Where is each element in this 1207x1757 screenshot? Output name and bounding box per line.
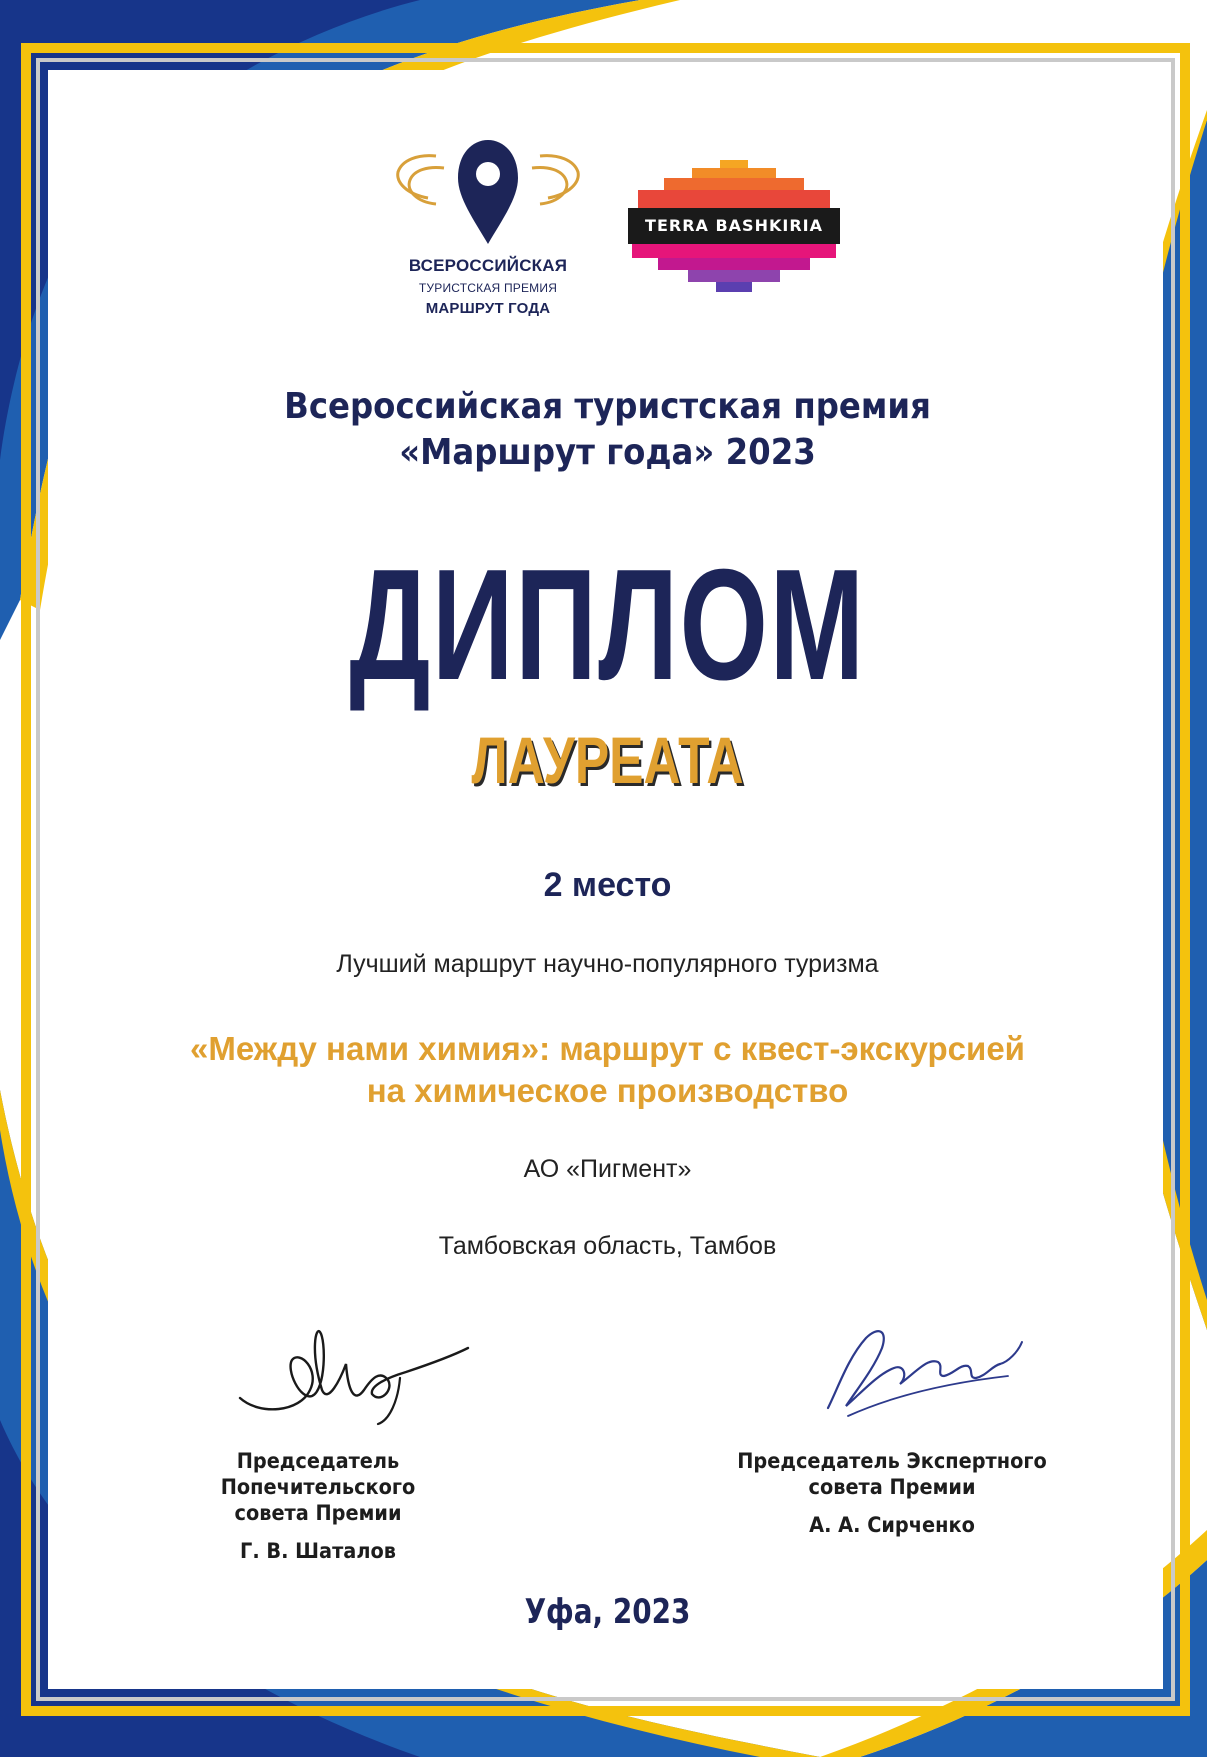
region-name: Тамбовская область, Тамбов	[438, 1232, 777, 1260]
signatory-right-title-line-2: совета Премии	[808, 1475, 976, 1499]
award-heading-line-2: «Маршрут года» 2023	[399, 432, 816, 473]
signature-right	[808, 1318, 1038, 1428]
signatory-left	[162, 1448, 475, 1564]
route-name-line-2: на химическое производство	[366, 1072, 849, 1109]
terra-bashkiria-logo	[628, 160, 840, 292]
signature-left	[230, 1320, 470, 1430]
award-heading-line-1: Всероссийская туристская премия	[284, 386, 931, 427]
signatory-left-name: Г. В. Шаталов	[240, 1539, 396, 1563]
company-name: АО «Пигмент»	[523, 1155, 692, 1183]
logo-line-2: ТУРИСТСКАЯ ПРЕМИЯ	[418, 281, 558, 295]
signatory-left-title-line-1: Председатель Попечительского	[220, 1449, 416, 1499]
award-category: Лучший маршрут научно-популярного туризма	[336, 950, 879, 978]
route-name-line-1: «Между нами химия»: маршрут с квест-экскурсией	[190, 1030, 1025, 1067]
diploma-title: ДИПЛОМ	[349, 537, 866, 713]
terra-bashkiria-label: TERRA BASHKIRIA	[645, 216, 823, 235]
route-of-year-logo	[380, 124, 596, 334]
place-and-date: Уфа, 2023	[524, 1592, 691, 1632]
signatory-left-title-line-2: совета Премии	[234, 1501, 402, 1525]
logo-line-3: МАРШРУТ ГОДА	[425, 300, 551, 317]
logo-line-1: ВСЕРОССИЙСКАЯ	[408, 256, 568, 275]
place-ranking: 2 место	[543, 866, 672, 904]
signatory-right-name: А. А. Сирченко	[809, 1513, 975, 1537]
map-pin-icon	[388, 124, 588, 254]
signatory-right-title-line-1: Председатель Экспертного	[737, 1449, 1047, 1473]
diploma-subtitle: ЛАУРЕАТА	[471, 723, 744, 797]
signatory-right	[736, 1448, 1049, 1538]
